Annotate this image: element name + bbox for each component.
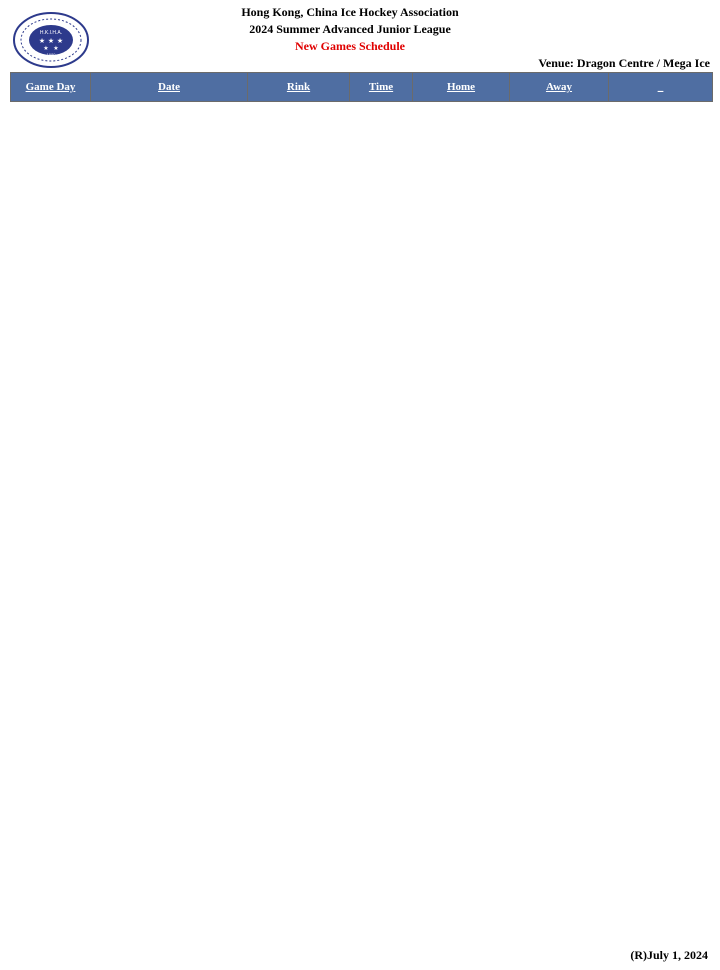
league-title: 2024 Summer Advanced Junior League xyxy=(249,22,451,36)
col-date: Date xyxy=(91,73,248,102)
svg-text:★: ★ xyxy=(47,37,55,45)
col-game-day: Game Day xyxy=(11,73,91,102)
svg-text:★: ★ xyxy=(53,46,59,52)
table-header-row xyxy=(11,73,713,102)
svg-text:★: ★ xyxy=(43,46,49,52)
hkiha-logo xyxy=(12,10,90,70)
col-time: Time xyxy=(350,73,413,102)
revision-date: (R)July 1, 2024 xyxy=(630,948,708,962)
svg-text:1980: 1980 xyxy=(46,52,56,57)
svg-text:H.K.I.H.A.: H.K.I.H.A. xyxy=(39,30,63,36)
association-title: Hong Kong, China Ice Hockey Association xyxy=(241,5,459,19)
col-rink: Rink xyxy=(248,73,350,102)
schedule-title: New Games Schedule xyxy=(295,39,405,53)
col-away: Away xyxy=(510,73,609,102)
schedule-table xyxy=(10,72,713,102)
venue-label: Venue: Dragon Centre / Mega Ice xyxy=(538,56,710,70)
col-game: _ xyxy=(609,73,713,102)
svg-text:★: ★ xyxy=(56,37,64,45)
svg-text:★: ★ xyxy=(38,37,46,45)
col-home: Home xyxy=(413,73,510,102)
